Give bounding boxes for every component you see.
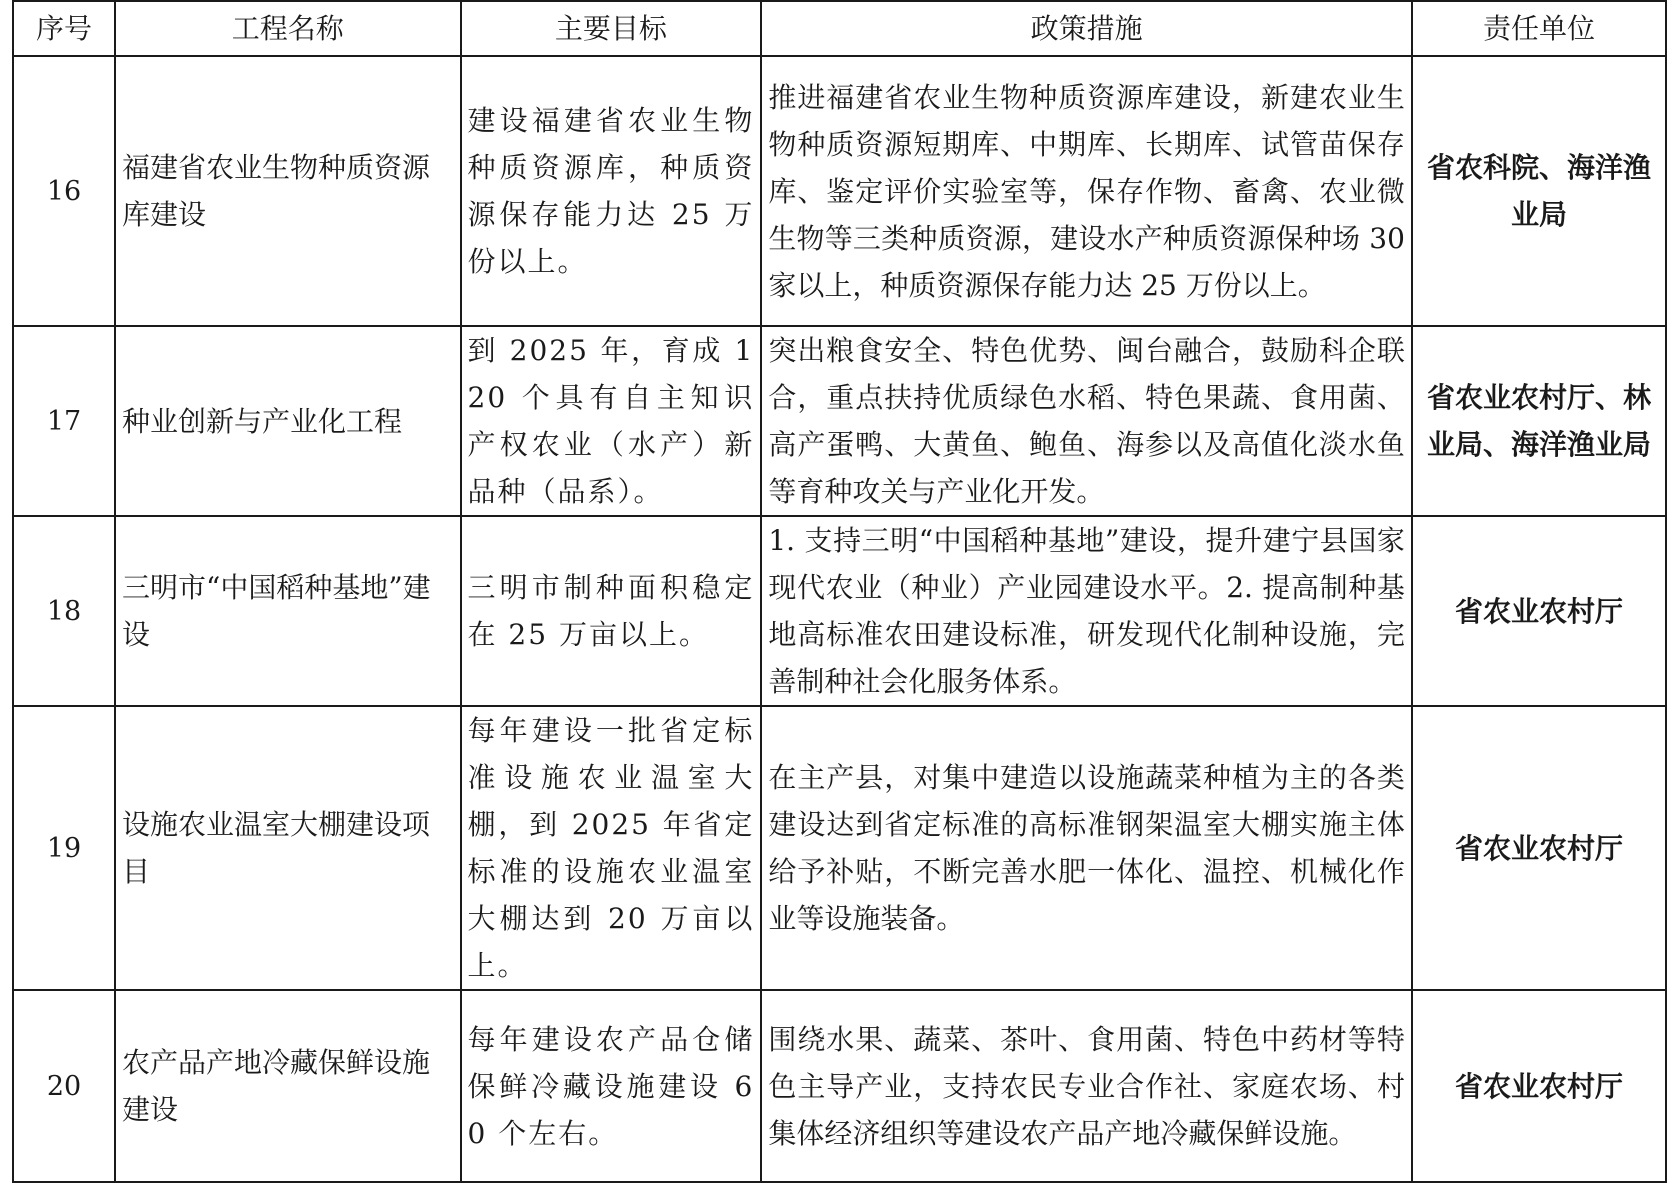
policy-measures: 围绕水果、蔬菜、茶叶、食用菌、特色中药材等特色主导产业，支持农民专业合作社、家庭农场、村集体经济组织等建设农产品产地冷藏保鲜设施。 — [761, 990, 1412, 1182]
responsible-unit: 省农业农村厅 — [1412, 516, 1666, 706]
project-name: 种业创新与产业化工程 — [115, 326, 460, 516]
table-row — [13, 56, 1666, 326]
header-name: 工程名称 — [115, 1, 460, 56]
project-name: 三明市“中国稻种基地”建设 — [115, 516, 460, 706]
main-goal: 每年建设农产品仓储保鲜冷藏设施建设 60 个左右。 — [461, 990, 762, 1182]
responsible-unit: 省农业农村厅 — [1412, 706, 1666, 990]
table-row — [13, 516, 1666, 706]
policy-measures: 1. 支持三明“中国稻种基地”建设，提升建宁县国家现代农业（种业）产业园建设水平。2. 提高制种基地高标准农田建设标准，研发现代化制种设施，完善制种社会化服务体系。 — [761, 516, 1412, 706]
policy-measures: 突出粮食安全、特色优势、闽台融合，鼓励科企联合，重点扶持优质绿色水稻、特色果蔬、食用菌、高产蛋鸭、大黄鱼、鲍鱼、海参以及高值化淡水鱼等育种攻关与产业化开发。 — [761, 326, 1412, 516]
header-goal: 主要目标 — [461, 1, 762, 56]
policy-measures: 在主产县，对集中建造以设施蔬菜种植为主的各类建设达到省定标准的高标准钢架温室大棚实施主体给予补贴，不断完善水肥一体化、温控、机械化作业等设施装备。 — [761, 706, 1412, 990]
project-name: 设施农业温室大棚建设项目 — [115, 706, 460, 990]
responsible-unit: 省农科院、海洋渔业局 — [1412, 56, 1666, 326]
row-number: 19 — [13, 706, 115, 990]
policy-measures: 推进福建省农业生物种质资源库建设，新建农业生物种质资源短期库、中期库、长期库、试管苗保存库、鉴定评价实验室等，保存作物、畜禽、农业微生物等三类种质资源，建设水产种质资源保种场 30 家以上，种质资源保存能力达 25 万份以上。 — [761, 56, 1412, 326]
main-goal: 三明市制种面积稳定在 25 万亩以上。 — [461, 516, 762, 706]
table-row — [13, 706, 1666, 990]
project-name: 福建省农业生物种质资源库建设 — [115, 56, 460, 326]
main-goal: 建设福建省农业生物种质资源库，种质资源保存能力达 25 万份以上。 — [461, 56, 762, 326]
table-row — [13, 326, 1666, 516]
row-number: 18 — [13, 516, 115, 706]
responsible-unit: 省农业农村厅、林业局、海洋渔业局 — [1412, 326, 1666, 516]
main-goal: 每年建设一批省定标准设施农业温室大棚，到 2025 年省定标准的设施农业温室大棚达到 20 万亩以上。 — [461, 706, 762, 990]
header-policy: 政策措施 — [761, 1, 1412, 56]
header-no: 序号 — [13, 1, 115, 56]
row-number: 17 — [13, 326, 115, 516]
responsible-unit: 省农业农村厅 — [1412, 990, 1666, 1182]
row-number: 16 — [13, 56, 115, 326]
header-unit: 责任单位 — [1412, 1, 1666, 56]
table-row — [13, 990, 1666, 1182]
main-goal: 到 2025 年，育成 120 个具有自主知识产权农业（水产）新品种（品系）。 — [461, 326, 762, 516]
header-row — [13, 1, 1666, 56]
project-name: 农产品产地冷藏保鲜设施建设 — [115, 990, 460, 1182]
row-number: 20 — [13, 990, 115, 1182]
projects-table — [12, 0, 1667, 1183]
